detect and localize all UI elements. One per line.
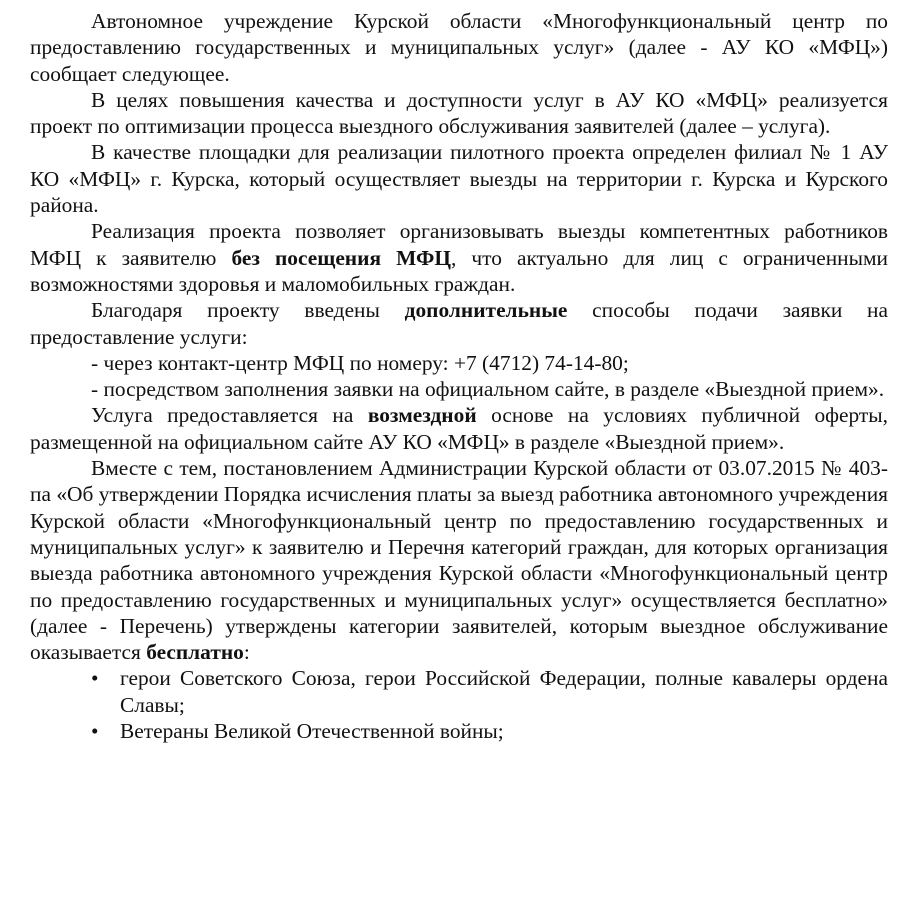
bullet-text: Ветераны Великой Отечественной войны;: [120, 719, 504, 744]
paragraph-text: - через контакт-центр МФЦ по номеру: +7 (4712) 74-14-80;: [91, 350, 629, 375]
paragraph-contact-center: [30, 350, 888, 376]
paragraph-text: Реализация проекта позволяет организовывать выезды компетентных работников МФЦ к заявителю: [30, 219, 888, 270]
paragraph-text: В целях повышения качества и доступности услуг в АУ КО «МФЦ» реализуется проект по оптимизации процесса выездного обслуживания заявителей (далее – услуга).: [30, 87, 888, 139]
paragraph-methods: [30, 297, 888, 350]
bullet-icon: •: [91, 719, 99, 744]
paragraph-intro: [30, 8, 888, 87]
bold-phrase: возмездной: [367, 403, 477, 428]
paragraph-website: [30, 376, 888, 402]
paragraph-paid-basis: [30, 402, 888, 455]
paragraph-text: , что актуально для лиц с ограниченными возможностями здоровья и маломобильных граждан.: [30, 245, 888, 296]
paragraph-text: Автономное учреждение Курской области «Многофункциональный центр по предоставлению государственных и муниципальных услуг» (далее - АУ КО «МФЦ») сообщает следующее.: [30, 9, 888, 86]
document-page: [30, 8, 888, 744]
paragraph-text: способы подачи заявки на предоставление услуги:: [30, 298, 888, 349]
paragraph-implementation: [30, 218, 888, 297]
paragraph-text: Вместе с тем, постановлением Администрации Курской области от 03.07.2015 № 403-па «Об утверждении Порядка исчисления платы за выезд работника автономного учреждения Курской области «Многофункциональный центр по предоставлению государственных и муниципальных услуг» к заявителю и Перечня категорий граждан, для которых организация выезда работника автономного учреждения Курской области «Многофункциональный центр по предоставлению государственных и муниципальных услуг» осуществляется бесплатно» (далее - Перечень) утверждены категории заявителей, которым выездное обслуживание оказывается: [30, 456, 888, 665]
bullet-icon: •: [91, 666, 99, 691]
bullet-text: герои Советского Союза, герои Российской Федерации, полные кавалеры ордена Славы;: [120, 666, 888, 717]
bold-phrase: без посещения МФЦ: [231, 245, 451, 270]
bullet-item: [30, 718, 888, 744]
paragraph-quality: [30, 87, 888, 140]
paragraph-pilot: [30, 139, 888, 218]
paragraph-text: основе на условиях публичной оферты, размещенной на официальном сайте АУ КО «МФЦ» в разделе «Выездной прием».: [30, 403, 888, 454]
paragraph-text: В качестве площадки для реализации пилотного проекта определен филиал № 1 АУ КО «МФЦ» г. Курска, который осуществляет выезды на территории г. Курска и Курского района.: [30, 140, 888, 218]
paragraph-text: :: [243, 640, 250, 665]
paragraph-resolution: [30, 455, 888, 665]
paragraph-text: Услуга предоставляется на: [91, 403, 368, 428]
paragraph-text: Благодаря проекту введены: [91, 298, 405, 323]
bullet-item: [30, 665, 888, 718]
bold-phrase: дополнительные: [404, 298, 568, 323]
bold-phrase: бесплатно: [146, 640, 244, 665]
paragraph-text: - посредством заполнения заявки на официальном сайте, в разделе «Выездной прием».: [91, 377, 885, 402]
